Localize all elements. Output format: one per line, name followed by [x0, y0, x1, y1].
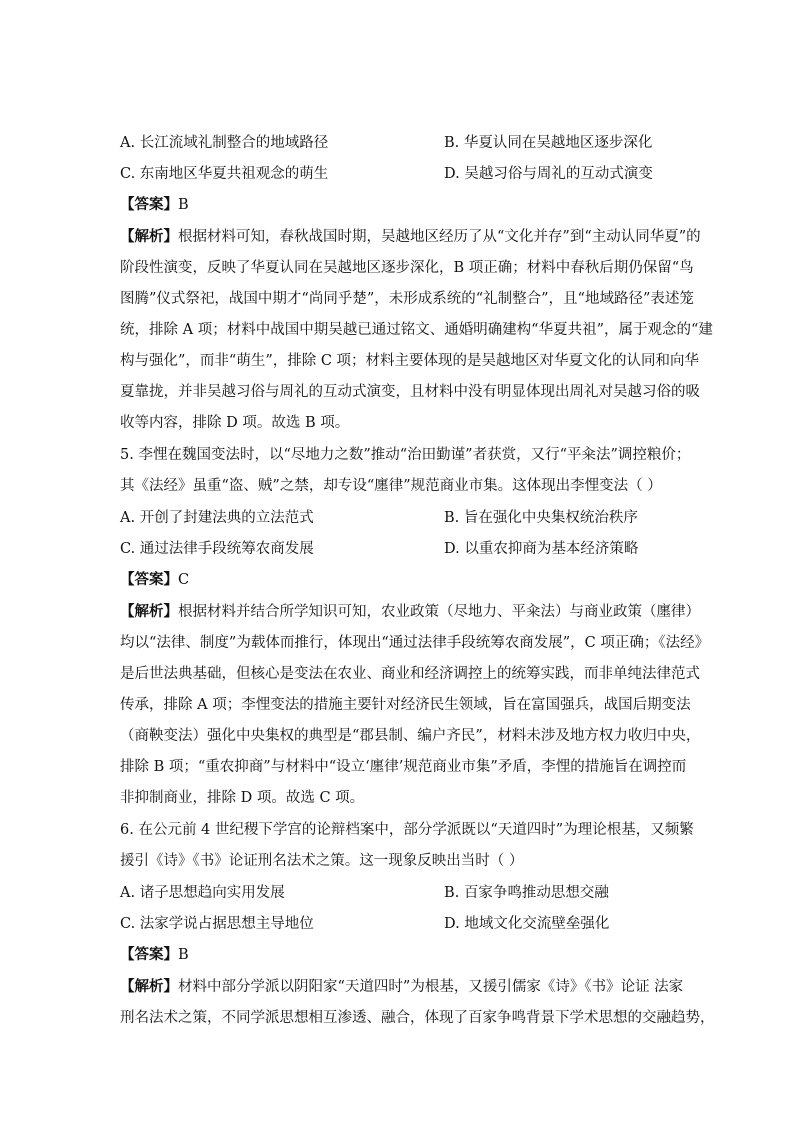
q4-answer — [120, 198, 189, 213]
q6-stem-line: 援引《诗》《书》论证刑名法术之策。这一现象反映出当时（ ） — [120, 853, 524, 869]
q4-option-b: B. 华夏认同在吴越地区逐步深化 — [444, 135, 653, 151]
q5-analysis-line: 非抑制商业，排除 D 项。故选 C 项。 — [120, 790, 365, 806]
q5-option-a: A. 开创了封建法典的立法范式 — [120, 510, 314, 526]
q4-analysis-line: 统，排除 A 项；材料中战国中期吴越已通过铭文、通婚明确建构“华夏共祖”，属于观念的“建 — [120, 322, 713, 338]
q4-analysis-line: 【解析】根据材料可知，春秋战国时期，吴越地区经历了从“文化并存”到“主动认同华夏”的 — [120, 228, 701, 245]
answer-tag: 【答案】 — [120, 571, 178, 588]
q5-stem-line: 其《法经》虽重“盗、贼”之禁，却专设“廛律”规范商业市集。这体现出李悝变法（ ） — [120, 478, 662, 494]
q4-analysis-line: 夏靠拢，并非吴越习俗与周礼的互动式演变，且材料中没有明显体现出周礼对吴越习俗的吸 — [120, 384, 700, 400]
answer-tag: 【答案】 — [120, 196, 178, 213]
q5-analysis-line: 是后世法典基础，但核心是变法在农业、商业和经济调控上的统筹实践，而非单纯法律范式 — [120, 666, 700, 682]
analysis-tag: 【解析】 — [120, 228, 178, 245]
q4-option-d: D. 吴越习俗与周礼的互动式演变 — [444, 166, 653, 182]
answer-value: B — [178, 947, 189, 963]
q5-option-b: B. 旨在强化中央集权统治秩序 — [444, 510, 638, 526]
q6-option-b: B. 百家争鸣推动思想交融 — [444, 885, 609, 901]
answer-value: C — [178, 572, 190, 588]
q4-analysis-line: 构与强化”，而非“萌生”，排除 C 项；材料主要体现的是吴越地区对华夏文化的认同和向华 — [120, 353, 700, 369]
q5-analysis-line: 传承，排除 A 项；李悝变法的措施主要针对经济民生领域，旨在富国强兵，战国后期变法 — [120, 697, 691, 713]
q5-analysis-line: 【解析】根据材料并结合所学知识可知，农业政策（尽地力、平籴法）与商业政策（廛律） — [120, 603, 700, 620]
answer-tag: 【答案】 — [120, 946, 178, 963]
q4-option-c: C. 东南地区华夏共祖观念的萌生 — [120, 166, 329, 182]
q6-answer — [120, 948, 189, 963]
q5-analysis-line: 均以“法律、制度”为载体而推行，体现出“通过法律手段统筹农商发展”，C 项正确；《法经》 — [120, 635, 710, 651]
q6-option-c: C. 法家学说占据思想主导地位 — [120, 916, 314, 932]
q6-analysis-line: 刑名法术之策，不同学派思想相互渗透、融合，体现了百家争鸣背景下学术思想的交融趋势， — [120, 1010, 715, 1026]
q5-answer — [120, 573, 189, 588]
analysis-tag: 【解析】 — [120, 978, 178, 995]
q5-option-c: C. 通过法律手段统筹农商发展 — [120, 541, 314, 557]
q4-analysis-line: 图腾”仪式祭祀，战国中期才“尚同乎楚”，未形成系统的“礼制整合”，且“地域路径”表述笼 — [120, 291, 694, 307]
q4-option-a: A. 长江流域礼制整合的地域路径 — [120, 135, 329, 151]
q4-analysis-line: 阶段性演变，反映了华夏认同在吴越地区逐步深化，B 项正确；材料中春秋后期仍保留“鸟 — [120, 260, 694, 276]
q5-analysis-line: （商鞅变法）强化中央集权的典型是“郡县制、编户齐民”，材料未涉及地方权力收归中央， — [120, 728, 701, 744]
q5-option-d: D. 以重农抑商为基本经济策略 — [444, 541, 639, 557]
q6-analysis-line: 【解析】材料中部分学派以阴阳家“天道四时”为根基，又援引儒家《诗》《书》论证 法家 — [120, 978, 684, 995]
q5-stem-line: 5. 李悝在魏国变法时，以“尽地力之数”推动“治田勤谨”者获赏，又行“平籴法”调控粮价； — [120, 447, 691, 463]
q6-stem-line: 6. 在公元前 4 世纪稷下学宫的论辩档案中，部分学派既以“天道四时”为理论根基，又频繁 — [120, 822, 694, 838]
q5-analysis-line: 排除 B 项；“重农抑商”与材料中“设立‘廛律’规范商业市集”矛盾，李悝的措施旨在调控而 — [120, 759, 687, 775]
analysis-tag: 【解析】 — [120, 603, 178, 620]
q4-analysis-line: 收等内容，排除 D 项。故选 B 项。 — [120, 415, 350, 431]
q6-option-a: A. 诸子思想趋向实用发展 — [120, 885, 285, 901]
q6-option-d: D. 地域文化交流壁垒强化 — [444, 916, 610, 932]
answer-value: B — [178, 197, 189, 213]
